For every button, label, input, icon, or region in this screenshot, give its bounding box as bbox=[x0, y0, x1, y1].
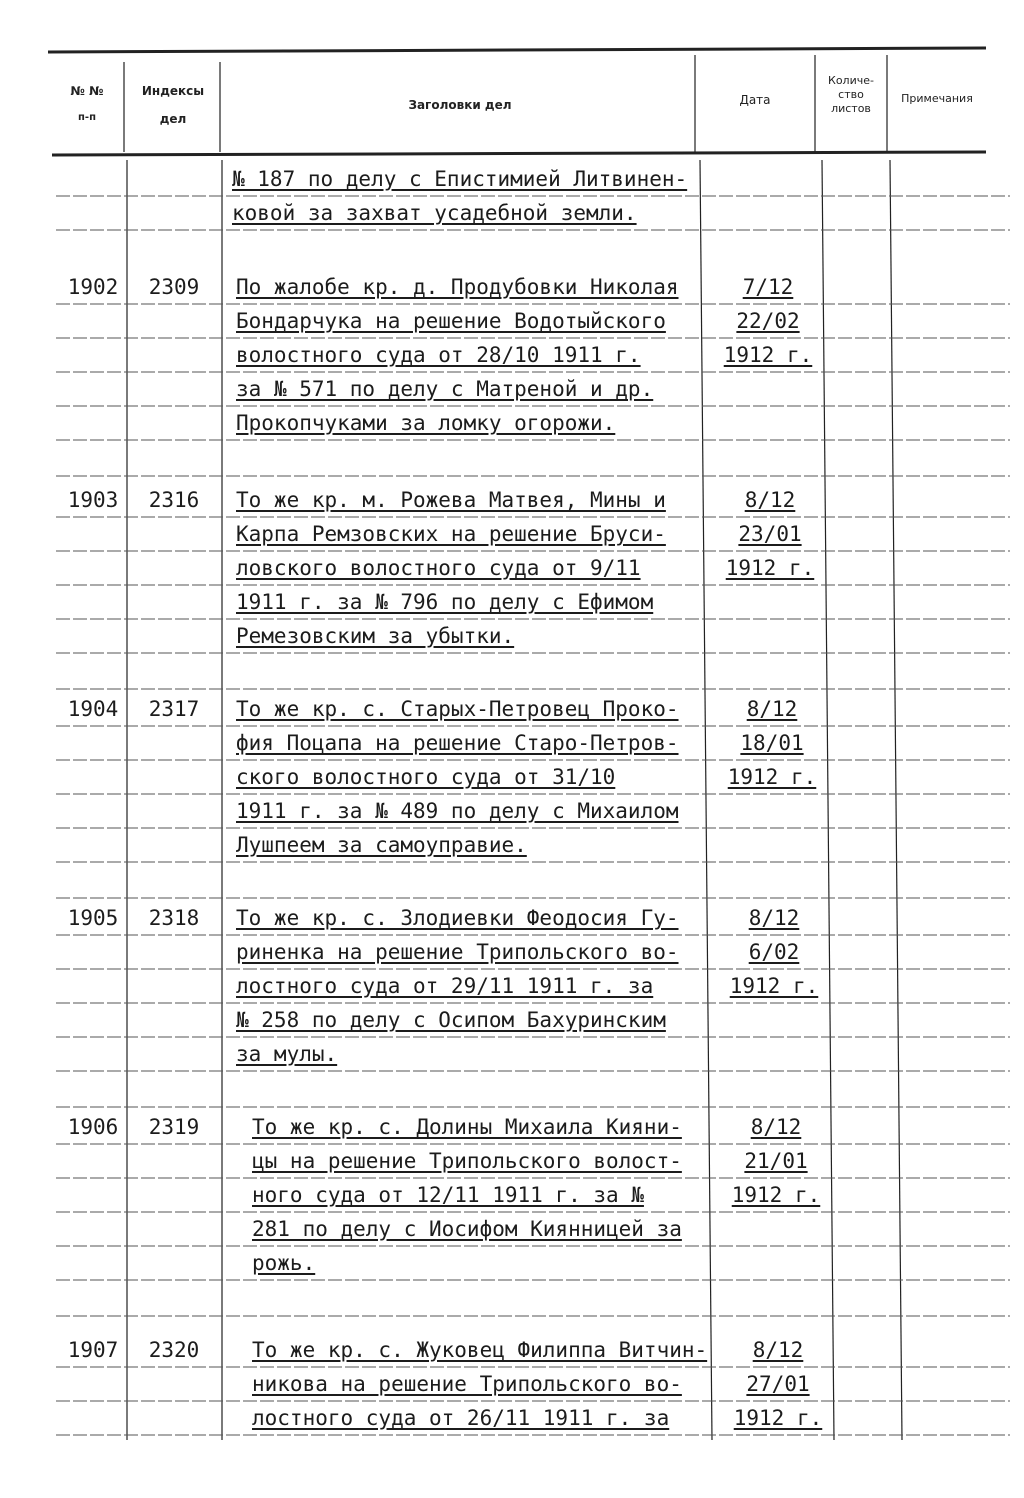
header-date: Дата bbox=[739, 93, 771, 107]
title-line: Бондарчука на решение Водотыйского bbox=[236, 309, 666, 333]
title-line: лостного суда от 29/11 1911 г. за bbox=[236, 974, 654, 998]
header-index: Индексы дел bbox=[141, 84, 205, 126]
header-title: Заголовки дел bbox=[408, 98, 512, 112]
title-line: По жалобе кр. д. Продубовки Николая bbox=[236, 275, 679, 299]
title-line: никова на решение Трипольского во- bbox=[252, 1372, 682, 1396]
entry-date: 1912 г. bbox=[723, 343, 813, 367]
title-line: ловского волостного суда от 9/11 bbox=[236, 556, 641, 580]
title-line: То же кр. с. Долины Михаила Кияни- bbox=[252, 1115, 682, 1139]
title-line: № 258 по делу с Осипом Бахуринским bbox=[236, 1008, 666, 1032]
title-line: Карпа Ремзовских на решение Бруси- bbox=[236, 522, 666, 546]
entry-date: 7/12 bbox=[742, 275, 794, 299]
entry-date: 1912 г. bbox=[731, 1183, 821, 1207]
entry-date: 8/12 bbox=[750, 1115, 802, 1139]
entry-date: 8/12 bbox=[746, 697, 798, 721]
entry-number: 1907 bbox=[67, 1338, 119, 1362]
entry-number: 1903 bbox=[67, 488, 119, 512]
entry-date: 27/01 bbox=[746, 1372, 810, 1396]
title-line: Прокопчуками за ломку огорожи. bbox=[236, 411, 616, 435]
entry-date: 8/12 bbox=[748, 906, 800, 930]
entry-number: 1902 bbox=[67, 275, 119, 299]
entry-date: 1912 г. bbox=[727, 765, 817, 789]
header-notes: Примечания bbox=[901, 92, 973, 105]
title-line: цы на решение Трипольского волост- bbox=[252, 1149, 682, 1173]
entry-number: 1906 bbox=[67, 1115, 119, 1139]
header-sheet-count: Количе- ство листов bbox=[828, 74, 874, 115]
title-line: фия Поцапа на решение Старо-Петров- bbox=[236, 731, 679, 755]
entry-date: 1912 г. bbox=[725, 556, 815, 580]
title-line: за мулы. bbox=[236, 1042, 338, 1066]
title-line: ского волостного суда от 31/10 bbox=[236, 765, 616, 789]
entry-index: 2319 bbox=[148, 1115, 200, 1139]
title-line: лостного суда от 26/11 1911 г. за bbox=[252, 1406, 670, 1430]
title-line: То же кр. с. Старых-Петровец Проко- bbox=[236, 697, 679, 721]
entry-index: 2317 bbox=[148, 697, 200, 721]
entry-date: 1912 г. bbox=[729, 974, 819, 998]
entry-date: 1912 г. bbox=[733, 1406, 823, 1430]
title-line: волостного суда от 28/10 1911 г. bbox=[236, 343, 641, 367]
entry-number: 1905 bbox=[67, 906, 119, 930]
entry-index: 2320 bbox=[148, 1338, 200, 1362]
title-line: То же кр. с. Жуковец Филиппа Витчин- bbox=[252, 1338, 708, 1362]
entry-date: 18/01 bbox=[740, 731, 804, 755]
entry-index: 2318 bbox=[148, 906, 200, 930]
entry-date: 22/02 bbox=[736, 309, 800, 333]
title-line: Лушпеем за самоуправие. bbox=[236, 833, 527, 857]
entry-date: 6/02 bbox=[748, 940, 800, 964]
title-line: ного суда от 12/11 1911 г. за № bbox=[252, 1183, 644, 1207]
title-line: То же кр. с. Злодиевки Феодосия Гу- bbox=[236, 906, 679, 930]
title-line: № 187 по делу с Епистимией Литвинен- bbox=[232, 167, 688, 191]
entry-index: 2309 bbox=[148, 275, 200, 299]
title-line: Ремезовским за убытки. bbox=[236, 624, 515, 648]
entry-date: 8/12 bbox=[752, 1338, 804, 1362]
entry-date: 8/12 bbox=[744, 488, 796, 512]
header-num: № № п-п bbox=[70, 84, 104, 123]
entry-date: 23/01 bbox=[738, 522, 802, 546]
title-line: 281 по делу с Иосифом Киянницей за bbox=[252, 1217, 682, 1241]
title-line: риненка на решение Трипольского во- bbox=[236, 940, 679, 964]
entry-index: 2316 bbox=[148, 488, 200, 512]
title-line: 1911 г. за № 796 по делу с Ефимом bbox=[236, 590, 654, 614]
title-line: ковой за захват усадебной земли. bbox=[232, 201, 637, 225]
title-line: То же кр. м. Рожева Матвея, Мины и bbox=[236, 488, 666, 512]
entry-date: 21/01 bbox=[744, 1149, 808, 1173]
title-line: 1911 г. за № 489 по делу с Михаилом bbox=[236, 799, 679, 823]
title-line: рожь. bbox=[252, 1251, 316, 1275]
entry-number: 1904 bbox=[67, 697, 119, 721]
title-line: за № 571 по делу с Матреной и др. bbox=[236, 377, 654, 401]
